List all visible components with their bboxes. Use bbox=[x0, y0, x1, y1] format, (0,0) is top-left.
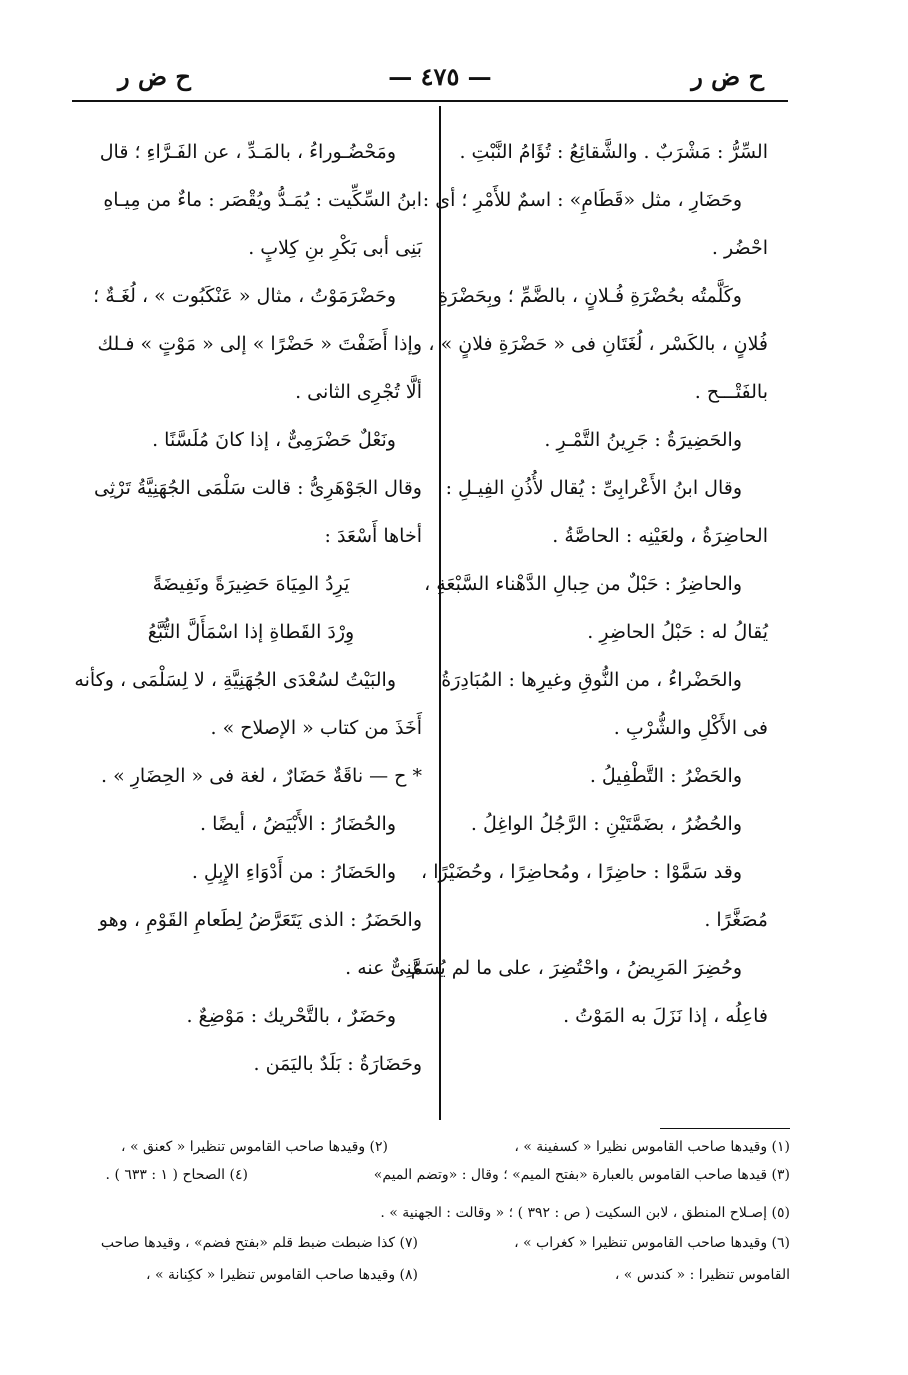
entry-line: ونَعْلٌ حَضْرَمِىٌّ ، إذا كانَ مُلَسَّنًا . bbox=[152, 429, 396, 451]
entry-line: والحُضُرُ ، بضَمَّتَيْنِ : الرَّجُلُ الواغِلُ . bbox=[470, 813, 742, 835]
entry-line: والحَضْراءُ ، من النُّوقِ وغيرِها : المُبَادِرَةُ bbox=[441, 669, 742, 691]
footnote-2: (٢) وقيدها صاحب القاموس تنظيرا « كعنق » ، bbox=[120, 1139, 388, 1155]
entry-line: أَخَذَ من كتاب « الإصلاح » . bbox=[210, 717, 422, 739]
entry-line: بَنِى أبى بَكْرِ بنِ كِلابٍ . bbox=[248, 237, 422, 259]
entry-line: وإذا أَضَفْتَ « حَضْرًا » إلى « مَوْتٍ » فـلك bbox=[97, 333, 422, 355]
entry-line: فاعِلُه ، إذا نَزَلَ به المَوْتُ . bbox=[563, 1005, 768, 1027]
entry-line: الحاضِرَةُ ، ولعَيْنِه : الحاصَّةُ . bbox=[552, 525, 768, 547]
entry-line: السِّرُّ : مَشْرَبٌ . والشَّقائِعُ : تُؤَامُ النَّبْتِ . bbox=[459, 141, 768, 163]
entry-line: والبَيْتُ لسُعْدَى الجُهَنِيَّةِ ، لا لِسَلْمَى ، وكأنه bbox=[74, 669, 396, 691]
entry-line: يُقالُ له : حَبْلُ الحاضِرِ . bbox=[587, 621, 768, 643]
entry-line: وحُضِرَ المَرِيضُ ، واحْتُضِرَ ، على ما لم يُسَمَّ bbox=[410, 957, 742, 979]
entry-line: ابنُ السِّكِّيت : يُمَـدُّ ويُقْصَر : ماءٌ من مِيـاهِ bbox=[103, 189, 422, 211]
footnote-3: (٣) قيدها صاحب القاموس بالعبارة «بفتح الميم» ؛ وقال : «وتضم الميم» bbox=[373, 1167, 790, 1183]
entry-line: * ح — ناقَةٌ حَضَارٌ ، لغة فى « الحِضَارِ » . bbox=[101, 765, 422, 787]
entry-line: أخاها أَسْعَدَ : bbox=[324, 525, 422, 547]
entry-line: فُلانٍ ، بالكَسْر ، لُغَتَانِ فى « حَضْرَةِ فلانٍ » ، bbox=[428, 333, 768, 355]
entry-line: والحاضِرُ : حَبْلٌ من حِبالِ الدَّهْناء السَّبْعَةِ ، bbox=[424, 573, 742, 595]
header-rule bbox=[72, 100, 788, 102]
entry-line: احْضُر . bbox=[711, 237, 768, 259]
entry-line: ومَحْضُـوراءُ ، بالمَـدِّ ، عن الفَـرَّاءِ ؛ قال bbox=[99, 141, 396, 163]
entry-line: ألَّا تُجْرِى الثانى . bbox=[295, 381, 422, 403]
page-header bbox=[70, 58, 792, 98]
entry-line: غَنِىٌّ عنه . bbox=[345, 957, 422, 979]
entry-line: والحَضْرُ : التَّطْفِيلُ . bbox=[589, 765, 742, 787]
right-column bbox=[410, 128, 768, 1040]
entry-line: والحَضَارُ : من أَدْوَاءِ الإِبِلِ . bbox=[191, 861, 396, 883]
entry-line: وحَضَارِ ، مثل «قَطَامِ» : اسمٌ للأَمْرِ ؛ أى : bbox=[422, 189, 742, 211]
footnote-6: (٦) وقيدها صاحب القاموس تنظيرا « كغراب » ، bbox=[514, 1235, 790, 1251]
left-column bbox=[74, 128, 422, 1088]
verse-line: وِرْدَ القَطاةِ إذا اسْمَأَلَّ التُّبَّعُ bbox=[147, 621, 355, 643]
footnote-5: (٥) إصـلاح المنطق ، لابن السكيت ( ص : ٣٩٢ ) ؛ « وقالت : الجهنية » . bbox=[380, 1205, 790, 1221]
footnote-4: (٤) الصحاح ( ١ : ٦٣٣ ) . bbox=[105, 1167, 248, 1183]
entry-line: والحُضَارُ : الأَبْيَضُ ، أيضًا . bbox=[200, 813, 396, 835]
footnote-rule bbox=[660, 1128, 790, 1129]
entry-line: بالفَتْـــح . bbox=[694, 381, 768, 403]
entry-line: وحَضْرَمَوْتُ ، مثال « عَنْكَبُوت » ، لُغَـةٌ ؛ bbox=[93, 285, 396, 307]
footnote-7-continued: القاموس تنظيرا : « كندس » ، bbox=[614, 1267, 790, 1283]
entry-line: فى الأَكْلِ والشُّرْبِ . bbox=[613, 717, 768, 739]
entry-line: وحَضَارَةُ : بَلَدٌ باليَمَن . bbox=[253, 1053, 422, 1075]
entry-line: وقال الجَوْهَرِىُّ : قالت سَلْمَى الجُهَنِيَّةُ تَرْثِى bbox=[93, 477, 422, 499]
header-root-right: ح ض ر bbox=[691, 62, 764, 91]
page-number: — ٤٧٥ — bbox=[388, 62, 492, 91]
entry-line: وحَضَرٌ ، بالتَّحْريك : مَوْضِعٌ . bbox=[186, 1005, 396, 1027]
entry-line: وقد سَمَّوْا : حاضِرًا ، ومُحاضِرًا ، وحُضَيْرًا ، bbox=[421, 861, 742, 883]
footnote-7: (٧) كذا ضبطت ضبط قلم «بفتح فضم» ، وقيدها صاحب bbox=[100, 1235, 418, 1251]
footnote-1: (١) وقيدها صاحب القاموس نظيرا « كسفينة » ، bbox=[514, 1139, 790, 1155]
footnote-8: (٨) وقيدها صاحب القاموس تنظيرا « ككِنانة » ، bbox=[146, 1267, 418, 1283]
entry-line: وكَلَّمتُه بحُضْرَةِ فُـلانٍ ، بالضَّمِّ ؛ وبِحَضْرَةِ bbox=[438, 285, 742, 307]
verse-line: يَرِدُ المِيَاهَ حَضِيرَةً ونَفِيضَةً bbox=[152, 573, 350, 595]
entry-line: وقال ابنُ الأَعْرابِىِّ : يُقال لأُذُنِ الفِيـلِ : bbox=[445, 477, 742, 499]
entry-line: مُصَغَّرًا . bbox=[704, 909, 768, 931]
entry-line: والحَضِيرَةُ : جَرِينُ التَّمْـرِ . bbox=[544, 429, 742, 451]
header-root-left: ح ض ر bbox=[118, 62, 191, 91]
entry-line: والحَضَرُ : الذى يَتَعَرَّضُ لِطَعامِ القَوْمِ ، وهو bbox=[98, 909, 422, 931]
